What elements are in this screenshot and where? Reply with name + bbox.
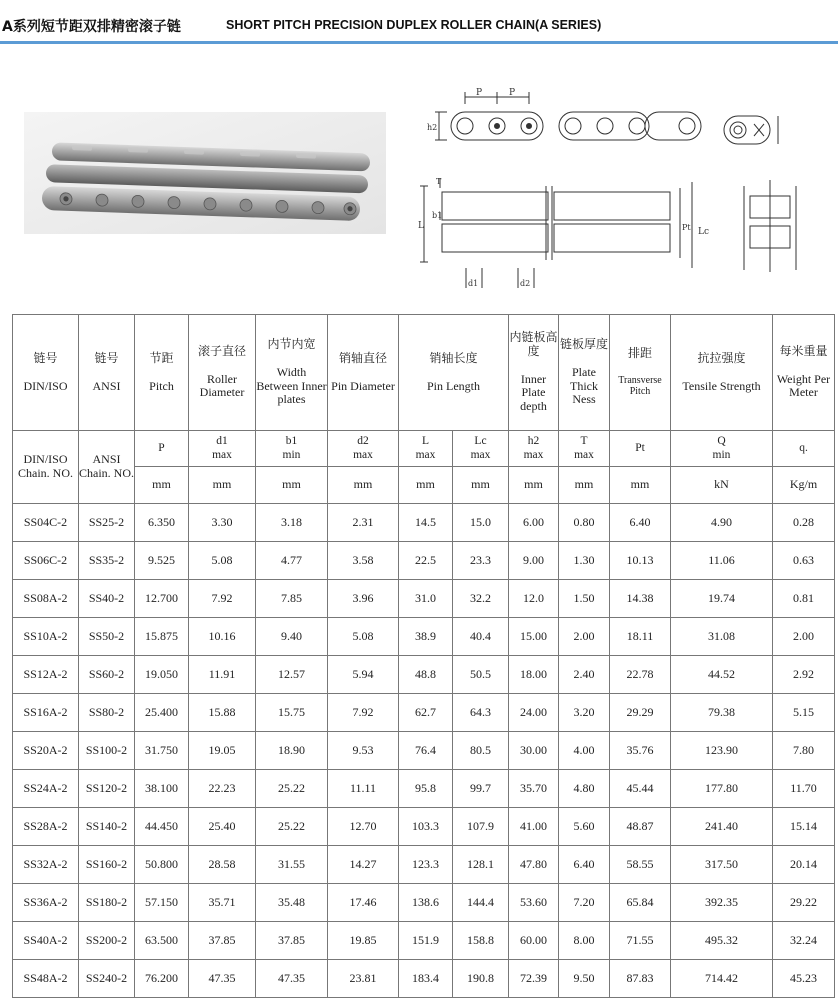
header-ansi-chain-no: ANSI Chain. NO. <box>79 431 135 504</box>
table-cell: 30.00 <box>509 732 559 770</box>
title-chinese: A系列短节距双排精密滚子链 <box>2 19 181 35</box>
label-p1: P <box>476 88 483 98</box>
symbol-cell: b1 min <box>256 431 328 467</box>
table-cell: 57.150 <box>135 884 189 922</box>
table-row <box>13 542 835 580</box>
table-cell: 23.3 <box>453 542 509 580</box>
table-cell: 15.88 <box>189 694 256 732</box>
table-cell: 9.50 <box>559 960 610 998</box>
table-cell: 11.91 <box>189 656 256 694</box>
table-cell: 15.14 <box>773 808 835 846</box>
symbol-cell: T max <box>559 431 610 467</box>
table-cell: SS240-2 <box>79 960 135 998</box>
table-cell: 64.3 <box>453 694 509 732</box>
symbol-cell: Lc max <box>453 431 509 467</box>
table-cell: 15.00 <box>509 618 559 656</box>
table-cell: SS140-2 <box>79 808 135 846</box>
header-roller-diameter: 滚子直径 Roller Diameter <box>189 315 256 431</box>
table-row <box>13 770 835 808</box>
table-cell: 14.27 <box>328 846 399 884</box>
chain-photo <box>24 112 386 234</box>
table-cell: 22.78 <box>610 656 671 694</box>
table-cell: 28.58 <box>189 846 256 884</box>
table-cell: 18.90 <box>256 732 328 770</box>
table-cell: 50.800 <box>135 846 189 884</box>
table-cell: 7.85 <box>256 580 328 618</box>
table-cell: 25.22 <box>256 770 328 808</box>
table-cell: 79.38 <box>671 694 773 732</box>
table-cell: 14.5 <box>399 504 453 542</box>
table-cell: 183.4 <box>399 960 453 998</box>
table-cell: SS50-2 <box>79 618 135 656</box>
table-cell: 4.77 <box>256 542 328 580</box>
header-inner-width: 内节内宽 Width Between Inner plates <box>256 315 328 431</box>
symbol-cell: q. <box>773 431 835 467</box>
unit-cell: mm <box>509 467 559 504</box>
table-cell: 8.00 <box>559 922 610 960</box>
table-cell: 241.40 <box>671 808 773 846</box>
table-cell: 7.92 <box>328 694 399 732</box>
table-cell: 9.00 <box>509 542 559 580</box>
table-cell: 48.8 <box>399 656 453 694</box>
table-cell: 12.700 <box>135 580 189 618</box>
table-cell: 3.20 <box>559 694 610 732</box>
table-cell: 5.94 <box>328 656 399 694</box>
table-row <box>13 960 835 998</box>
table-cell: 138.6 <box>399 884 453 922</box>
table-cell: 31.08 <box>671 618 773 656</box>
table-cell: 12.57 <box>256 656 328 694</box>
table-cell: 190.8 <box>453 960 509 998</box>
table-cell: 9.53 <box>328 732 399 770</box>
table-cell: SS08A-2 <box>13 580 79 618</box>
table-cell: 35.76 <box>610 732 671 770</box>
table-cell: 7.80 <box>773 732 835 770</box>
symbol-cell: Pt <box>610 431 671 467</box>
table-cell: 103.3 <box>399 808 453 846</box>
header-pitch: 节距 Pitch <box>135 315 189 431</box>
table-cell: SS25-2 <box>79 504 135 542</box>
table-cell: 9.525 <box>135 542 189 580</box>
table-cell: 15.75 <box>256 694 328 732</box>
label-h2: h2 <box>427 123 438 132</box>
chain-plan-view-drawing <box>418 172 728 296</box>
table-cell: 25.22 <box>256 808 328 846</box>
table-cell: 80.5 <box>453 732 509 770</box>
chain-top-view-drawing <box>425 86 725 172</box>
table-cell: 65.84 <box>610 884 671 922</box>
table-cell: 62.7 <box>399 694 453 732</box>
header-plate-thickness: 链板厚度 Plate Thick Ness <box>559 315 610 431</box>
chain-side-view-drawing <box>720 106 800 156</box>
table-cell: 0.81 <box>773 580 835 618</box>
table-cell: 35.70 <box>509 770 559 808</box>
table-cell: 45.23 <box>773 960 835 998</box>
table-cell: SS04C-2 <box>13 504 79 542</box>
table-cell: 44.52 <box>671 656 773 694</box>
table-cell: 53.60 <box>509 884 559 922</box>
table-cell: 35.48 <box>256 884 328 922</box>
header-din-iso: 链号 DIN/ISO <box>13 315 79 431</box>
unit-cell: mm <box>399 467 453 504</box>
unit-cell: mm <box>189 467 256 504</box>
table-cell: 47.80 <box>509 846 559 884</box>
table-row <box>13 808 835 846</box>
table-cell: 5.08 <box>328 618 399 656</box>
table-cell: 0.80 <box>559 504 610 542</box>
table-cell: SS40-2 <box>79 580 135 618</box>
table-cell: 5.15 <box>773 694 835 732</box>
label-t: T <box>436 177 442 186</box>
table-row <box>13 656 835 694</box>
chain-end-view-drawing <box>736 176 808 276</box>
table-cell: SS32A-2 <box>13 846 79 884</box>
table-cell: 72.39 <box>509 960 559 998</box>
table-cell: 7.20 <box>559 884 610 922</box>
table-cell: SS40A-2 <box>13 922 79 960</box>
table-cell: 317.50 <box>671 846 773 884</box>
table-cell: 151.9 <box>399 922 453 960</box>
table-cell: 15.0 <box>453 504 509 542</box>
symbol-cell: h2 max <box>509 431 559 467</box>
label-d1: d1 <box>468 279 479 288</box>
table-cell: 32.2 <box>453 580 509 618</box>
table-cell: 12.0 <box>509 580 559 618</box>
table-cell: SS16A-2 <box>13 694 79 732</box>
table-cell: 35.71 <box>189 884 256 922</box>
table-cell: SS180-2 <box>79 884 135 922</box>
table-cell: 99.7 <box>453 770 509 808</box>
table-cell: 44.450 <box>135 808 189 846</box>
table-cell: 14.38 <box>610 580 671 618</box>
unit-cell: Kg/m <box>773 467 835 504</box>
header-row-units <box>13 467 835 504</box>
label-d2: d2 <box>520 279 531 288</box>
table-cell: 60.00 <box>509 922 559 960</box>
table-cell: 11.11 <box>328 770 399 808</box>
table-cell: 37.85 <box>189 922 256 960</box>
table-cell: 144.4 <box>453 884 509 922</box>
table-cell: 0.28 <box>773 504 835 542</box>
table-cell: 9.40 <box>256 618 328 656</box>
table-cell: 2.40 <box>559 656 610 694</box>
header-pin-diameter: 销轴直径 Pin Diameter <box>328 315 399 431</box>
unit-cell: mm <box>256 467 328 504</box>
table-cell: 76.4 <box>399 732 453 770</box>
spec-table <box>12 314 835 998</box>
table-cell: SS36A-2 <box>13 884 79 922</box>
table-cell: 45.44 <box>610 770 671 808</box>
header-plate-depth: 内链板高度 Inner Plate depth <box>509 315 559 431</box>
table-cell: SS200-2 <box>79 922 135 960</box>
table-cell: 2.31 <box>328 504 399 542</box>
table-cell: 714.42 <box>671 960 773 998</box>
table-row <box>13 504 835 542</box>
table-row <box>13 694 835 732</box>
table-cell: SS80-2 <box>79 694 135 732</box>
unit-cell: mm <box>610 467 671 504</box>
table-cell: 19.74 <box>671 580 773 618</box>
table-cell: 1.30 <box>559 542 610 580</box>
table-cell: SS10A-2 <box>13 618 79 656</box>
table-cell: 2.92 <box>773 656 835 694</box>
table-cell: 40.4 <box>453 618 509 656</box>
table-cell: 18.00 <box>509 656 559 694</box>
table-cell: 177.80 <box>671 770 773 808</box>
table-row <box>13 922 835 960</box>
header-row-symbols <box>13 431 835 467</box>
table-cell: 37.85 <box>256 922 328 960</box>
table-cell: 12.70 <box>328 808 399 846</box>
table-cell: 22.5 <box>399 542 453 580</box>
symbol-cell: d1 max <box>189 431 256 467</box>
table-cell: 123.3 <box>399 846 453 884</box>
table-cell: 5.60 <box>559 808 610 846</box>
header-row-names <box>13 315 835 431</box>
table-cell: 6.00 <box>509 504 559 542</box>
table-cell: 123.90 <box>671 732 773 770</box>
table-cell: 48.87 <box>610 808 671 846</box>
table-cell: 31.750 <box>135 732 189 770</box>
table-cell: SS20A-2 <box>13 732 79 770</box>
table-cell: 6.40 <box>559 846 610 884</box>
table-cell: 0.63 <box>773 542 835 580</box>
symbol-cell: d2 max <box>328 431 399 467</box>
header-transverse-pitch: 排距 Transverse Pitch <box>610 315 671 431</box>
table-cell: 107.9 <box>453 808 509 846</box>
label-l: L <box>418 221 424 231</box>
table-cell: SS12A-2 <box>13 656 79 694</box>
header-tensile-strength: 抗拉强度 Tensile Strength <box>671 315 773 431</box>
table-cell: 2.00 <box>559 618 610 656</box>
table-cell: 25.40 <box>189 808 256 846</box>
table-row <box>13 732 835 770</box>
title-bar <box>0 0 838 46</box>
table-cell: 18.11 <box>610 618 671 656</box>
table-cell: 3.30 <box>189 504 256 542</box>
table-cell: 19.050 <box>135 656 189 694</box>
table-cell: 47.35 <box>189 960 256 998</box>
table-row <box>13 846 835 884</box>
unit-cell: mm <box>453 467 509 504</box>
table-cell: 87.83 <box>610 960 671 998</box>
table-cell: 2.00 <box>773 618 835 656</box>
header-din-chain-no: DIN/ISO Chain. NO. <box>13 431 79 504</box>
table-cell: 4.00 <box>559 732 610 770</box>
title-underline <box>0 41 838 44</box>
table-cell: 95.8 <box>399 770 453 808</box>
symbol-cell: Q min <box>671 431 773 467</box>
table-cell: 3.96 <box>328 580 399 618</box>
title-english: SHORT PITCH PRECISION DUPLEX ROLLER CHAIN(A SERIES) <box>226 18 602 32</box>
table-row <box>13 884 835 922</box>
table-cell: 29.29 <box>610 694 671 732</box>
unit-cell: mm <box>559 467 610 504</box>
symbol-cell: P <box>135 431 189 467</box>
table-cell: 5.08 <box>189 542 256 580</box>
header-pin-length: 销轴长度 Pin Length <box>399 315 509 431</box>
table-row <box>13 580 835 618</box>
table-cell: 38.100 <box>135 770 189 808</box>
table-cell: SS24A-2 <box>13 770 79 808</box>
label-p2: P <box>509 88 516 98</box>
table-cell: 392.35 <box>671 884 773 922</box>
table-cell: SS06C-2 <box>13 542 79 580</box>
table-cell: SS100-2 <box>79 732 135 770</box>
table-cell: 11.06 <box>671 542 773 580</box>
table-cell: 495.32 <box>671 922 773 960</box>
table-cell: 58.55 <box>610 846 671 884</box>
table-cell: SS60-2 <box>79 656 135 694</box>
table-cell: 7.92 <box>189 580 256 618</box>
label-b1: b1 <box>432 211 443 220</box>
table-cell: 76.200 <box>135 960 189 998</box>
table-cell: 47.35 <box>256 960 328 998</box>
table-cell: 6.40 <box>610 504 671 542</box>
table-cell: 17.46 <box>328 884 399 922</box>
table-cell: SS28A-2 <box>13 808 79 846</box>
label-lc: Lc <box>698 227 710 237</box>
table-cell: 63.500 <box>135 922 189 960</box>
table-cell: 3.58 <box>328 542 399 580</box>
table-cell: SS160-2 <box>79 846 135 884</box>
table-cell: 24.00 <box>509 694 559 732</box>
table-cell: 25.400 <box>135 694 189 732</box>
table-cell: 6.350 <box>135 504 189 542</box>
table-cell: 31.0 <box>399 580 453 618</box>
table-cell: SS35-2 <box>79 542 135 580</box>
symbol-cell: L max <box>399 431 453 467</box>
table-cell: 4.80 <box>559 770 610 808</box>
table-cell: SS48A-2 <box>13 960 79 998</box>
table-cell: 10.16 <box>189 618 256 656</box>
table-cell: 50.5 <box>453 656 509 694</box>
table-cell: 15.875 <box>135 618 189 656</box>
unit-cell: mm <box>328 467 399 504</box>
unit-cell: mm <box>135 467 189 504</box>
table-cell: 22.23 <box>189 770 256 808</box>
unit-cell: kN <box>671 467 773 504</box>
table-cell: 4.90 <box>671 504 773 542</box>
table-cell: 20.14 <box>773 846 835 884</box>
table-cell: 31.55 <box>256 846 328 884</box>
header-weight: 每米重量 Weight Per Meter <box>773 315 835 431</box>
table-cell: 41.00 <box>509 808 559 846</box>
table-cell: 23.81 <box>328 960 399 998</box>
table-cell: SS120-2 <box>79 770 135 808</box>
table-cell: 1.50 <box>559 580 610 618</box>
table-cell: 128.1 <box>453 846 509 884</box>
table-cell: 71.55 <box>610 922 671 960</box>
table-cell: 38.9 <box>399 618 453 656</box>
table-cell: 19.85 <box>328 922 399 960</box>
table-cell: 158.8 <box>453 922 509 960</box>
table-cell: 10.13 <box>610 542 671 580</box>
table-cell: 29.22 <box>773 884 835 922</box>
table-cell: 19.05 <box>189 732 256 770</box>
table-cell: 3.18 <box>256 504 328 542</box>
table-cell: 32.24 <box>773 922 835 960</box>
label-pt: Pt <box>682 223 691 232</box>
table-cell: 11.70 <box>773 770 835 808</box>
table-row <box>13 618 835 656</box>
header-ansi: 链号 ANSI <box>79 315 135 431</box>
